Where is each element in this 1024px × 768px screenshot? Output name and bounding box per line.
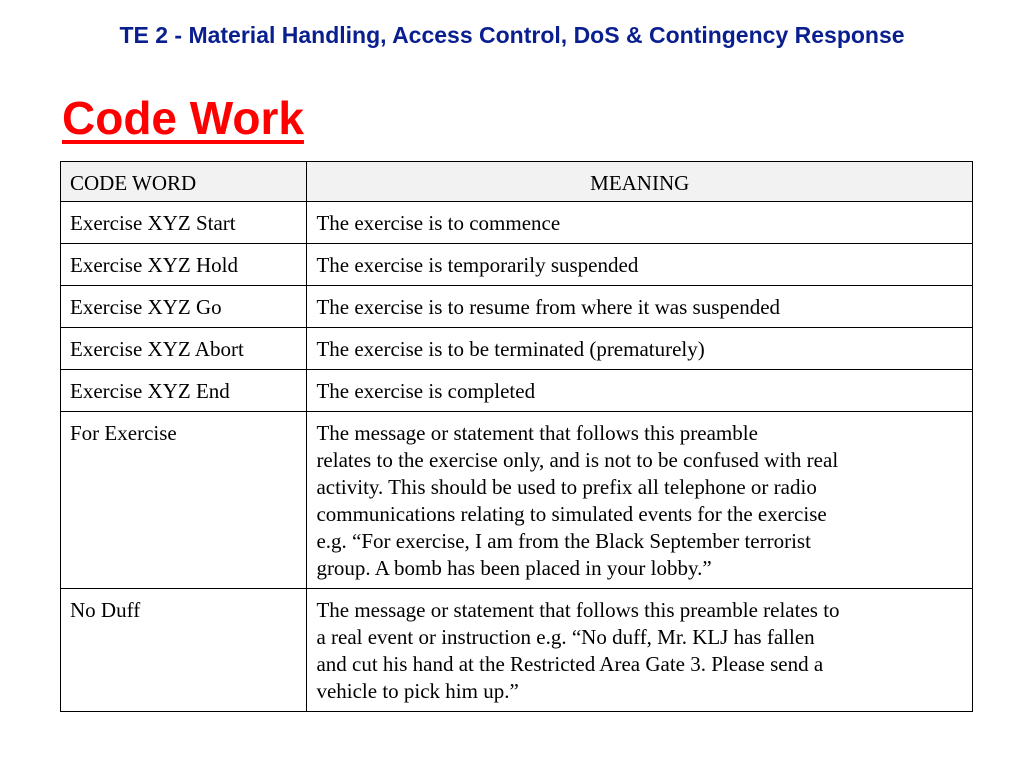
code-word-cell: Exercise XYZ Abort <box>61 328 307 370</box>
table-row <box>61 412 973 589</box>
meaning-line: group. A bomb has been placed in your lobby.” <box>316 556 712 580</box>
code-word-cell: No Duff <box>61 589 307 712</box>
code-word-cell: For Exercise <box>61 412 307 589</box>
table-header-row <box>61 162 973 202</box>
meaning-line: e.g. “For exercise, I am from the Black September terrorist <box>316 529 811 553</box>
meaning-cell <box>307 370 973 412</box>
meaning-cell <box>307 589 973 712</box>
meaning-line: The message or statement that follows this preamble relates to <box>316 598 840 622</box>
table-row <box>61 589 973 712</box>
code-word-cell: Exercise XYZ End <box>61 370 307 412</box>
meaning-line: activity. This should be used to prefix all telephone or radio <box>316 475 817 499</box>
meaning-line: and cut his hand at the Restricted Area Gate 3. Please send a <box>316 652 824 676</box>
meaning-line: relates to the exercise only, and is not to be confused with real <box>316 448 839 472</box>
column-header-code-word: CODE WORD <box>61 162 307 202</box>
table-row <box>61 244 973 286</box>
slide-title: Code Work <box>62 92 304 144</box>
table-row <box>61 286 973 328</box>
meaning-line: The message or statement that follows this preamble <box>316 421 758 445</box>
meaning-line: vehicle to pick him up.” <box>316 679 519 703</box>
code-word-cell: Exercise XYZ Hold <box>61 244 307 286</box>
meaning-cell <box>307 286 973 328</box>
meaning-line: The exercise is to resume from where it was suspended <box>316 295 781 319</box>
meaning-line: a real event or instruction e.g. “No duff, Mr. KLJ has fallen <box>316 625 815 649</box>
meaning-line: The exercise is temporarily suspended <box>316 253 639 277</box>
meaning-cell <box>307 244 973 286</box>
table-row <box>61 328 973 370</box>
meaning-line: The exercise is to be terminated (prematurely) <box>316 337 705 361</box>
table-row <box>61 370 973 412</box>
code-word-cell: Exercise XYZ Start <box>61 202 307 244</box>
header-title: TE 2 - Material Handling, Access Control, DoS & Contingency Response <box>119 22 905 48</box>
code-word-cell: Exercise XYZ Go <box>61 286 307 328</box>
meaning-line: communications relating to simulated events for the exercise <box>316 502 827 526</box>
code-word-table <box>60 161 973 712</box>
meaning-cell <box>307 412 973 589</box>
table-row <box>61 202 973 244</box>
column-header-meaning: MEANING <box>307 162 973 202</box>
meaning-cell <box>307 328 973 370</box>
meaning-cell <box>307 202 973 244</box>
meaning-line: The exercise is to commence <box>316 211 561 235</box>
meaning-line: The exercise is completed <box>316 379 536 403</box>
